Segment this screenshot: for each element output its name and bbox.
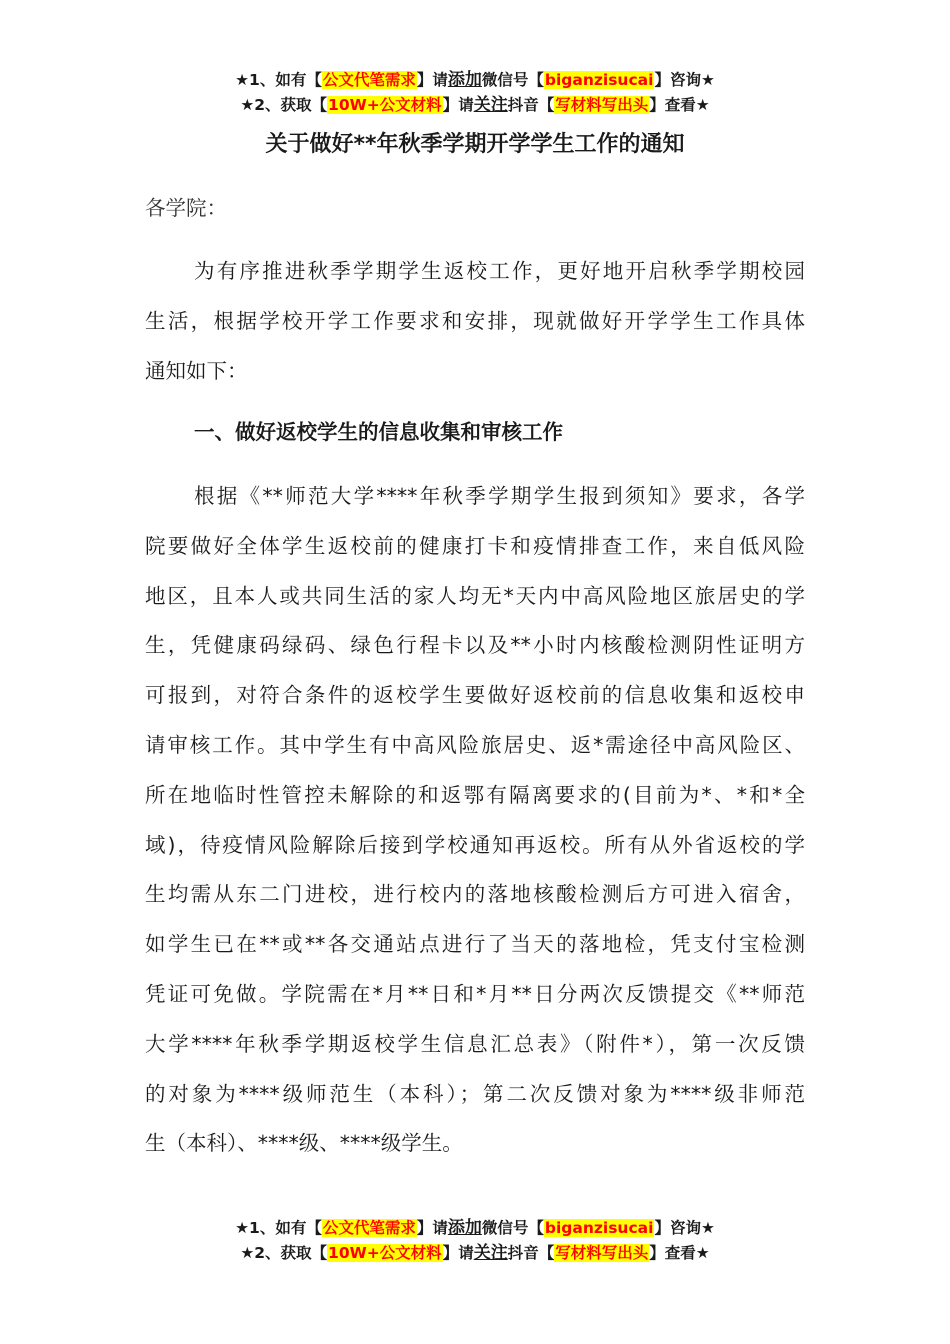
promo-text: ★1、如有【 <box>235 71 322 89</box>
text-line: 地区，且本人或共同生活的家人均无*天内中高风险地区旅居史的学 <box>145 583 805 608</box>
promo-line-1 <box>0 68 950 93</box>
promo-text: 】查看★ <box>649 1244 710 1262</box>
document-title: 关于做好**年秋季学期开学学生工作的通知 <box>265 132 685 157</box>
promo-text: 抖音【 <box>507 1244 555 1262</box>
text-line: 所在地临时性管控未解除的和返鄂有隔离要求的(目前为*、*和*全 <box>145 782 805 807</box>
promo-emphasis: 关注 <box>473 1243 508 1263</box>
promo-text: 抖音【 <box>507 96 555 114</box>
promo-text: 微信号【 <box>481 1219 544 1237</box>
wechat-id-highlight: biganzisucai <box>544 71 654 89</box>
text-line: 通知如下： <box>145 358 248 383</box>
promo-line-2 <box>0 1241 950 1266</box>
text-line: 生活，根据学校开学工作要求和安排，现就做好开学学生工作具体 <box>145 308 805 333</box>
promo-line-1 <box>0 1216 950 1241</box>
paragraph-section-1 <box>145 472 805 1169</box>
promo-text: ★2、获取【 <box>240 1244 328 1262</box>
text-line: 院要做好全体学生返校前的健康打卡和疫情排查工作，来自低风险 <box>145 533 805 558</box>
promo-text: 】请 <box>442 1244 474 1262</box>
promo-text: 】查看★ <box>649 96 710 114</box>
promo-highlight: 10W+公文材料 <box>328 1244 442 1262</box>
text-line: 生（本科）、****级、****级学生。 <box>145 1131 463 1156</box>
promo-text: 】请 <box>416 71 448 89</box>
promo-highlight: 公文代笔需求 <box>322 71 416 89</box>
promo-emphasis: 添加 <box>447 70 482 90</box>
promo-text: ★1、如有【 <box>235 1219 322 1237</box>
text-line: 如学生已在**或**各交通站点进行了当天的落地检，凭支付宝检测 <box>145 932 805 957</box>
douyin-account-highlight: 写材料写出头 <box>555 96 649 114</box>
promo-highlight: 公文代笔需求 <box>322 1219 416 1237</box>
text-line: 大学****年秋季学期返校学生信息汇总表》（附件*），第一次反馈 <box>145 1031 805 1056</box>
text-line: 生，凭健康码绿码、绿色行程卡以及**小时内核酸检测阴性证明方 <box>145 633 805 658</box>
promo-line-2 <box>0 93 950 118</box>
promo-emphasis: 关注 <box>473 95 508 115</box>
promo-text: 微信号【 <box>481 71 544 89</box>
promo-highlight: 10W+公文材料 <box>328 96 442 114</box>
text-line: 为有序推进秋季学期学生返校工作，更好地开启秋季学期校园 <box>194 259 805 283</box>
promo-banner-top <box>0 68 950 118</box>
promo-text: 】咨询★ <box>654 71 715 89</box>
text-line: 根据《**师范大学****年秋季学期学生报到须知》要求，各学 <box>194 484 805 508</box>
promo-emphasis: 添加 <box>447 1218 482 1238</box>
promo-text: 】咨询★ <box>654 1219 715 1237</box>
section-heading: 一、做好返校学生的信息收集和审核工作 <box>194 420 563 444</box>
promo-text: 】请 <box>416 1219 448 1237</box>
wechat-id-highlight: biganzisucai <box>544 1219 654 1237</box>
paragraph-intro <box>145 247 805 396</box>
promo-banner-bottom <box>0 1216 950 1266</box>
text-line: 凭证可免做。学院需在*月**日和*月**日分两次反馈提交《**师范 <box>145 981 805 1006</box>
text-line: 请审核工作。其中学生有中高风险旅居史、返*需途径中高风险区、 <box>145 732 805 757</box>
text-line: 可报到，对符合条件的返校学生要做好返校前的信息收集和返校申 <box>145 683 805 708</box>
promo-text: 】请 <box>442 96 474 114</box>
document-greeting: 各学院： <box>145 196 227 220</box>
douyin-account-highlight: 写材料写出头 <box>555 1244 649 1262</box>
text-line: 的对象为****级师范生（本科）；第二次反馈对象为****级非师范 <box>145 1081 805 1106</box>
text-line: 生均需从东二门进校，进行校内的落地核酸检测后方可进入宿舍， <box>145 882 805 907</box>
text-line: 域)，待疫情风险解除后接到学校通知再返校。所有从外省返校的学 <box>145 832 805 857</box>
promo-text: ★2、获取【 <box>240 96 328 114</box>
